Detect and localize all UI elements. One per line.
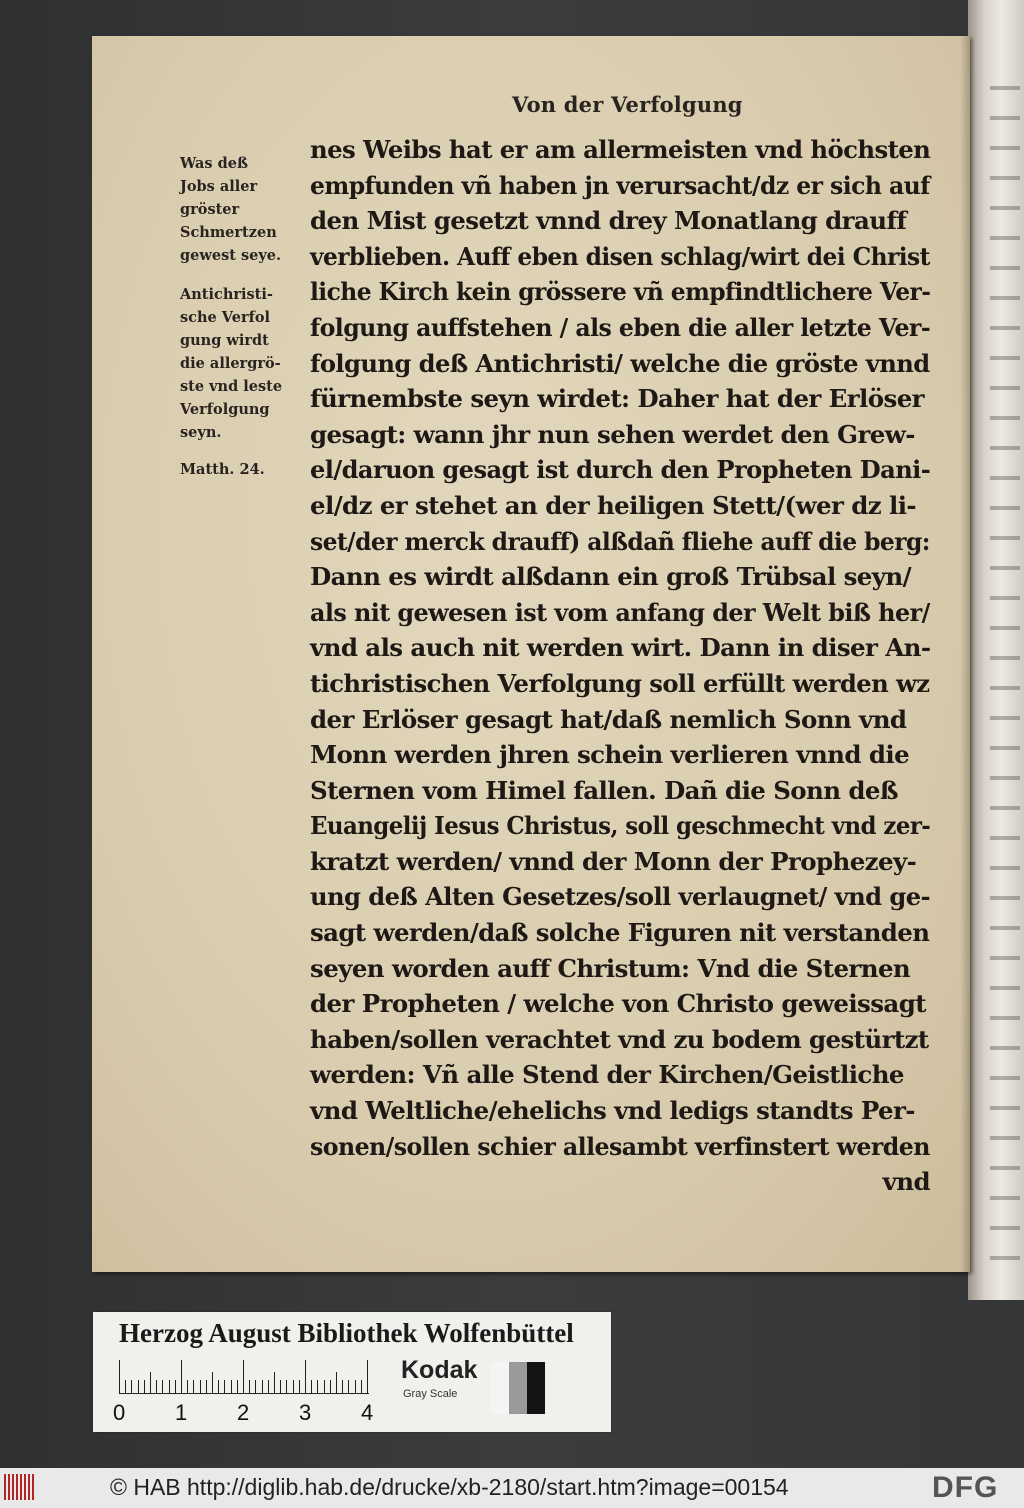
ruler-tick bbox=[274, 1372, 275, 1394]
ruler-tick bbox=[224, 1380, 225, 1394]
ruler-tick bbox=[206, 1380, 207, 1394]
text-line: Dann es wirdt alßdann ein groß Trübsal seyn/ bbox=[310, 562, 911, 592]
text-line: liche Kirch kein grössere vñ empfindtlichere Ver- bbox=[310, 277, 931, 307]
adjacent-page-edges bbox=[968, 0, 1024, 1300]
catchword: vnd bbox=[882, 1167, 930, 1197]
text-line: Euangelij Iesus Christus, soll geschmecht vnd zer- bbox=[310, 811, 931, 841]
ruler-labels bbox=[113, 1400, 383, 1426]
ruler-tick bbox=[311, 1380, 312, 1394]
ruler-tick bbox=[237, 1380, 238, 1394]
text-line: seyen worden auff Christum: Vnd die Sternen bbox=[310, 953, 911, 983]
margin-note-line: Schmertzen bbox=[180, 224, 277, 241]
text-line: el/daruon gesagt ist durch den Propheten Dani- bbox=[310, 455, 931, 485]
text-line: tichristischen Verfolgung soll erfüllt werden wz bbox=[310, 668, 930, 698]
ruler-tick bbox=[243, 1360, 244, 1394]
margin-note-line: gewest seye. bbox=[180, 247, 282, 264]
ruler-tick bbox=[305, 1360, 306, 1394]
library-name: Herzog August Bibliothek Wolfenbüttel bbox=[119, 1318, 574, 1348]
ruler-label: 1 bbox=[175, 1400, 188, 1425]
kodak-logo: Kodak bbox=[401, 1356, 478, 1384]
ruler-tick bbox=[255, 1380, 256, 1394]
ruler-tick bbox=[212, 1372, 213, 1394]
swatch-patch bbox=[491, 1362, 509, 1414]
ruler-tick bbox=[193, 1380, 194, 1394]
color-calibration-bar bbox=[93, 1312, 611, 1432]
text-line: vnd als auch nit werden wirt. Dann in diser An- bbox=[310, 633, 931, 663]
margin-note-line: Verfolgung bbox=[180, 401, 270, 418]
text-line: sagt werden/daß solche Figuren nit verstanden bbox=[310, 918, 930, 948]
ruler-tick bbox=[361, 1380, 362, 1394]
text-line: den Mist gesetzt vnnd drey Monatlang drauff bbox=[310, 206, 907, 236]
ruler-tick bbox=[187, 1380, 188, 1394]
ruler-tick bbox=[249, 1380, 250, 1394]
text-line: nes Weibs hat er am allermeisten vnd höchsten bbox=[310, 135, 931, 164]
ruler-tick bbox=[299, 1380, 300, 1394]
running-head: Von der Verfolgung bbox=[512, 92, 743, 117]
ruler-tick bbox=[218, 1380, 219, 1394]
ruler-tick bbox=[317, 1380, 318, 1394]
margin-note-line: Jobs aller bbox=[180, 178, 258, 195]
margin-notes bbox=[180, 152, 290, 491]
ruler-tick bbox=[367, 1360, 368, 1394]
text-line: set/der merck drauff) alßdañ fliehe auff die berg: bbox=[310, 526, 930, 556]
text-line: Sternen vom Himel fallen. Dañ die Sonn deß bbox=[310, 775, 898, 805]
text-line: sonen/sollen schier allesambt verfinstert werden bbox=[310, 1131, 930, 1161]
ruler-tick bbox=[293, 1380, 294, 1394]
ruler-tick bbox=[169, 1380, 170, 1394]
margin-note bbox=[180, 283, 290, 444]
ruler bbox=[119, 1360, 369, 1394]
hab-logo-icon bbox=[4, 1474, 34, 1500]
text-line: gesagt: wann jhr nun sehen werdet den Grew- bbox=[310, 419, 915, 449]
ruler-tick bbox=[342, 1380, 343, 1394]
margin-note-line: gröster bbox=[180, 201, 240, 218]
ruler-tick bbox=[348, 1380, 349, 1394]
footer-bar bbox=[0, 1468, 1024, 1508]
text-line: kratzt werden/ vnnd der Monn der Prophezey- bbox=[310, 846, 917, 876]
text-line: ung deß Alten Gesetzes/soll verlaugnet/ vnd ge- bbox=[310, 882, 930, 912]
text-line: werden: Vñ alle Stend der Kirchen/Geistliche bbox=[310, 1060, 904, 1090]
ruler-tick bbox=[181, 1360, 182, 1394]
text-line: fürnembste seyn wirdet: Daher hat der Erlöser bbox=[310, 384, 924, 414]
ruler-tick bbox=[330, 1380, 331, 1394]
text-line: verblieben. Auff eben disen schlag/wirt dei Christ bbox=[310, 241, 930, 271]
ruler-tick bbox=[175, 1380, 176, 1394]
text-line: vnd Weltliche/ehelichs vnd ledigs standts Per- bbox=[310, 1096, 915, 1126]
text-line: empfunden vñ haben jn verursacht/dz er sich auf bbox=[310, 170, 930, 200]
ruler-tick bbox=[280, 1380, 281, 1394]
text-line: folgung deß Antichristi/ welche die gröste vnnd bbox=[310, 348, 930, 378]
ruler-tick bbox=[324, 1380, 325, 1394]
text-line: als nit gewesen ist vom anfang der Welt biß her/ bbox=[310, 597, 930, 627]
ruler-tick bbox=[231, 1380, 232, 1394]
ruler-tick bbox=[286, 1380, 287, 1394]
ruler-tick bbox=[125, 1380, 126, 1394]
margin-note-line: sche Verfol bbox=[180, 309, 271, 326]
book-page bbox=[92, 36, 970, 1272]
text-line: der Propheten / welche von Christo geweissagt bbox=[310, 989, 926, 1019]
margin-note-line: Antichristi- bbox=[180, 286, 273, 303]
dfg-logo: DFG bbox=[932, 1471, 999, 1504]
text-line: el/dz er stehet an der heiligen Stett/(wer dz li- bbox=[310, 490, 916, 520]
ruler-tick bbox=[268, 1380, 269, 1394]
margin-note bbox=[180, 458, 290, 481]
ruler-tick bbox=[355, 1380, 356, 1394]
swatch-patch bbox=[527, 1362, 545, 1414]
gray-swatch bbox=[491, 1362, 545, 1414]
ruler-tick bbox=[138, 1380, 139, 1394]
ruler-label: 0 bbox=[113, 1400, 126, 1425]
ruler-label: 2 bbox=[237, 1400, 250, 1425]
margin-note-line: gung wirdt bbox=[180, 332, 269, 349]
margin-note bbox=[180, 152, 290, 267]
ruler-tick bbox=[336, 1372, 337, 1394]
text-line: Monn werden jhren schein verlieren vnnd die bbox=[310, 740, 910, 770]
ruler-label: 3 bbox=[299, 1400, 312, 1425]
ruler-tick bbox=[162, 1380, 163, 1394]
margin-note-line: ste vnd leste bbox=[180, 378, 283, 395]
ruler-tick bbox=[156, 1380, 157, 1394]
footer-link[interactable]: © HAB http://diglib.hab.de/drucke/xb-2180/start.htm?image=00154 bbox=[110, 1474, 789, 1500]
ruler-tick bbox=[262, 1380, 263, 1394]
ruler-tick bbox=[119, 1360, 120, 1394]
ruler-label: 4 bbox=[361, 1400, 374, 1425]
ruler-tick bbox=[144, 1380, 145, 1394]
margin-note-line: Was deß bbox=[180, 155, 249, 172]
gray-scale-label: Gray Scale bbox=[403, 1388, 458, 1400]
margin-note-line: seyn. bbox=[180, 424, 222, 441]
body-text bbox=[310, 132, 930, 1200]
ruler-tick bbox=[150, 1372, 151, 1394]
margin-note-line: Matth. 24. bbox=[180, 461, 265, 478]
ruler-tick bbox=[200, 1380, 201, 1394]
text-line: folgung auffstehen / als eben die aller letzte Ver- bbox=[310, 312, 931, 342]
swatch-patch bbox=[509, 1362, 527, 1414]
text-line: der Erlöser gesagt hat/daß nemlich Sonn vnd bbox=[310, 704, 907, 734]
margin-note-line: die allergrö- bbox=[180, 355, 281, 372]
text-line: haben/sollen verachtet vnd zu bodem gestürtzt bbox=[310, 1024, 929, 1054]
ruler-tick bbox=[131, 1380, 132, 1394]
